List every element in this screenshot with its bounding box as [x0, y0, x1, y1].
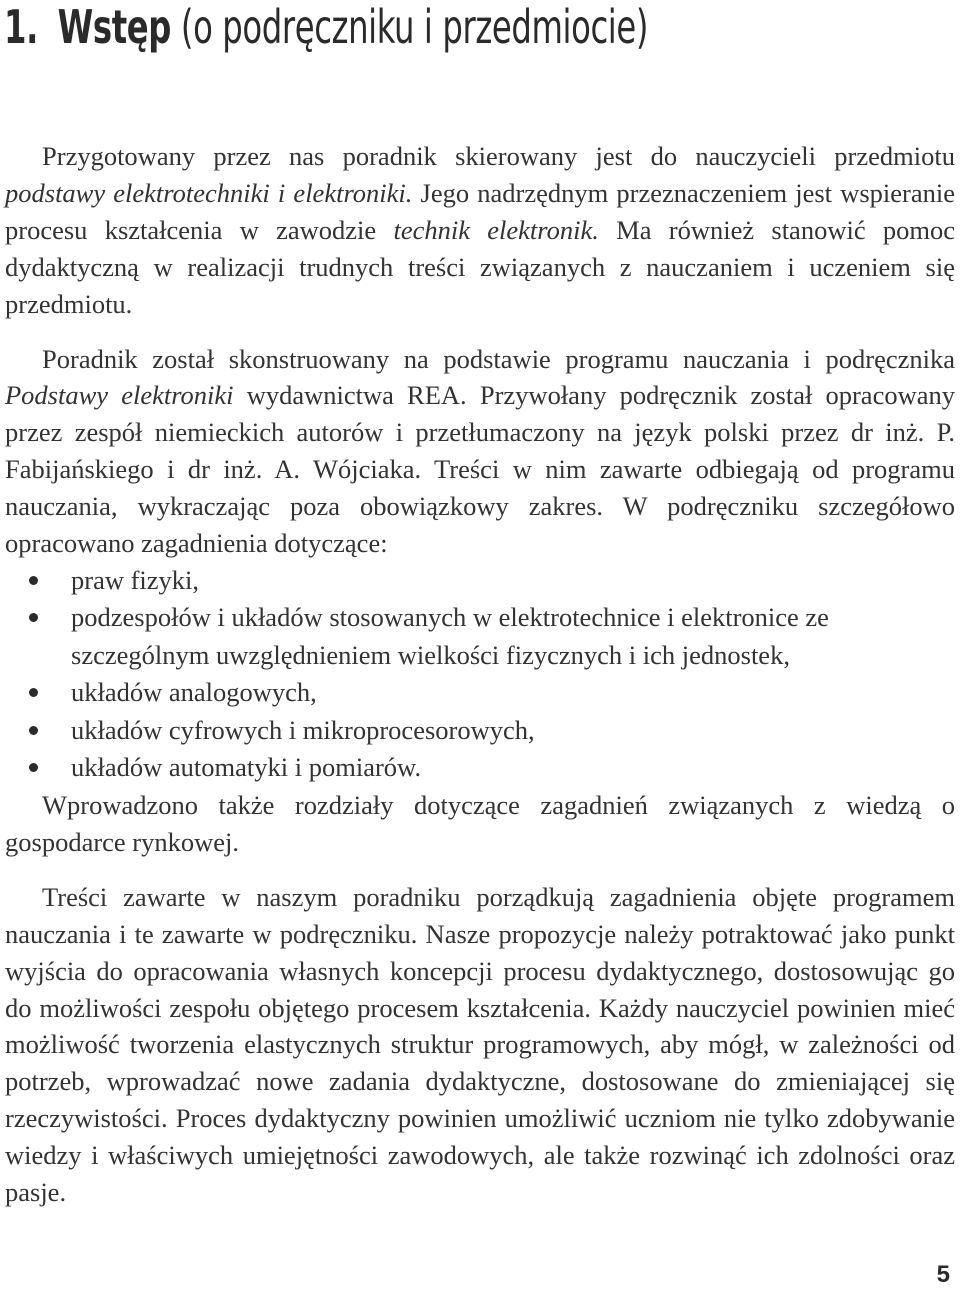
bullet-icon — [29, 576, 38, 585]
paragraph-market: Wprowadzono także rozdziały dotyczące zagadnień związanych z wiedzą o gospodarce rynkowej. — [5, 789, 955, 857]
list-item — [5, 749, 955, 787]
chapter-number: 1. — [4, 0, 38, 54]
list-item — [5, 562, 955, 600]
chapter-title-bold: Wstęp — [57, 0, 172, 54]
bullet-icon — [29, 763, 38, 772]
paragraph-intro — [5, 138, 955, 323]
paragraph-construction-text-1: Poradnik został skonstruowany na podstawie programu nauczania i podręcznika — [42, 343, 955, 374]
bullet-icon — [29, 613, 38, 622]
paragraph-construction — [5, 341, 955, 562]
list-item-text: układów analogowych, — [71, 677, 317, 708]
chapter-title-rest: (o podręczniku i przedmiocie) — [180, 0, 649, 54]
page-number: 5 — [936, 1261, 950, 1288]
paragraph-intro-text-2: Jego nadrzędnym przeznaczeniem jest wspieranie procesu kształcenia w zawodzie — [5, 177, 955, 245]
list-item — [5, 674, 955, 712]
list-item-text: praw fizyki, — [71, 564, 200, 595]
paragraph-construction-text-2: wydawnictwa REA. Przywołany podręcznik został opracowany przez zespół niemieckich autorów i przetłumaczony na język polski przez dr inż. P. Fabijańskiego i dr inż. A. Wójciaka. Treści w nim zawarte odbiegają od programu nauczania, wykraczając poza obowiązkowy zakres. W podręczniku szczegółowo opracowano zagadnienia dotyczące: — [5, 380, 955, 559]
list-item — [5, 599, 955, 674]
list-item-text: układów cyfrowych i mikroprocesorowych, — [71, 714, 535, 745]
list-item-text: układów automatyki i pomiarów. — [71, 752, 422, 783]
chapter-body — [5, 138, 955, 1211]
subject-name: podstawy elektrotechniki i elektroniki. — [5, 177, 413, 208]
list-item-text: podzespołów i układów stosowanych w elektrotechnice i elektronice ze szczególnym uwzględnieniem wielkości fizycznych i ich jednostek, — [71, 602, 829, 670]
paragraph-proposals: Treści zawarte w naszym poradniku porządkują zagadnienia objęte programem nauczania i te zawarte w podręczniku. Nasze propozycje należy potraktować jako punkt wyjścia do opracowania własnych koncepcji procesu dydaktycznego, dostosowując go do możliwości zespołu objętego procesem kształcenia. Każdy nauczyciel powinien mieć możliwość tworzenia elastycznych struktur programowych, aby mógł, w zależności od potrzeb, wprowadzać nowe zadania dydaktyczne, dostosowane do zmieniającej się rzeczywistości. Proces dydaktyczny powinien umożliwić uczniom nie tylko zdobywanie wiedzy i właściwych umiejętności zawodowych, ale także rozwinąć ich zdolności oraz pasje. — [5, 881, 955, 1208]
list-item — [5, 712, 955, 750]
bullet-icon — [29, 726, 38, 735]
paragraph-intro-text-3: Ma również stanowić pomoc dydaktyczną w realizacji trudnych treści związanych z nauczaniem i uczeniem się przedmiotu. — [5, 214, 955, 319]
bullet-icon — [29, 688, 38, 697]
paragraph-intro-text-1: Przygotowany przez nas poradnik skierowany jest do nauczycieli przedmiotu — [42, 141, 955, 171]
profession-name: technik elektronik. — [393, 214, 599, 245]
topics-list — [5, 562, 955, 787]
chapter-heading — [4, 0, 648, 54]
textbook-title: Podstawy elektroniki — [5, 380, 234, 411]
